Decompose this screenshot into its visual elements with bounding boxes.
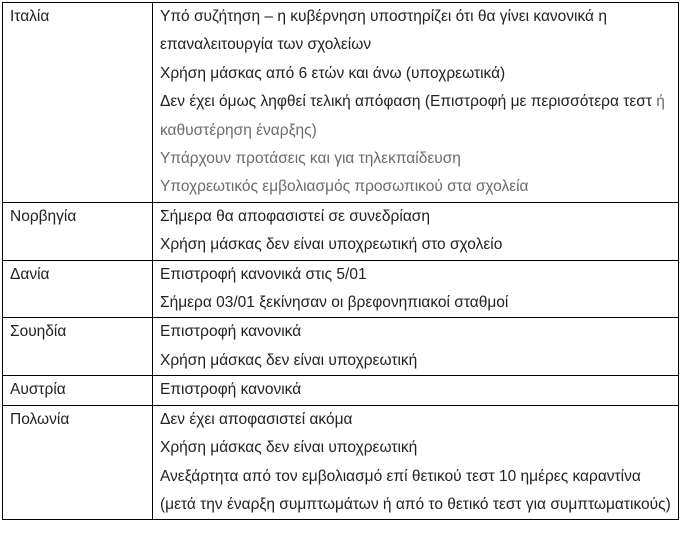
measure-text: Επιστροφή κανονικά στις 5/01 [160, 265, 367, 283]
measure-line [160, 145, 674, 173]
country-measures-table [2, 2, 679, 520]
measure-line [160, 376, 674, 404]
measure-text: Χρήση μάσκας δεν είναι υποχρεωτική [160, 351, 418, 369]
table-row [3, 405, 679, 520]
country-cell [3, 3, 153, 203]
measure-text-muted: Υπάρχουν προτάσεις και για τηλεκπαίδευση [160, 150, 461, 168]
measure-text: Επιστροφή κανονικά [160, 323, 302, 341]
measure-line [160, 318, 674, 346]
measure-text: Χρήση μάσκας δεν είναι υποχρεωτική στο σχολείο [160, 236, 503, 254]
measure-line [160, 261, 674, 289]
measure-line [160, 203, 674, 231]
country-cell [3, 376, 153, 405]
measure-text-muted: Υποχρεωτικός εμβολιασμός προσωπικού στα σχολεία [160, 178, 529, 196]
table-row [3, 318, 679, 376]
table-row [3, 260, 679, 318]
table-row [3, 376, 679, 405]
table-body [3, 3, 679, 520]
measures-cell [153, 202, 679, 260]
measures-cell [153, 260, 679, 318]
measure-text: Χρήση μάσκας δεν είναι υποχρεωτική [160, 439, 418, 457]
measure-line [160, 463, 674, 520]
measure-line [160, 3, 674, 60]
measure-text: Χρήση μάσκας από 6 ετών και άνω (υποχρεωτικά) [160, 64, 506, 82]
country-cell [3, 318, 153, 376]
measures-cell [153, 405, 679, 520]
measures-cell [153, 376, 679, 405]
table-row [3, 202, 679, 260]
country-cell [3, 202, 153, 260]
measure-line [160, 434, 674, 462]
measure-line [160, 88, 674, 145]
country-name: Πολωνία [10, 410, 70, 428]
measure-text: Επιστροφή κανονικά [160, 381, 302, 399]
measures-cell [153, 318, 679, 376]
measure-text-muted: ή καθυστέρηση έναρξης) [160, 93, 665, 139]
measure-line [160, 231, 674, 259]
measure-text: Σήμερα 03/01 ξεκίνησαν οι βρεφονηπιακοί σταθμοί [160, 294, 509, 312]
country-cell [3, 405, 153, 520]
measure-text: Σήμερα θα αποφασιστεί σε συνεδρίαση [160, 207, 430, 225]
country-name: Σουηδία [10, 323, 67, 341]
measure-text: Ανεξάρτητα από τον εμβολιασμό επί θετικού τεστ 10 ημέρες καραντίνα (μετά την έναρξη συμπτωμάτων ή από το θετικό τεστ για συμπτωματικούς) [160, 467, 671, 513]
country-name: Νορβηγία [10, 207, 77, 225]
measures-cell [153, 3, 679, 203]
country-name: Δανία [10, 265, 50, 283]
country-name: Ιταλία [10, 8, 50, 25]
measure-text: Δεν έχει όμως ληφθεί τελική απόφαση (Επιστροφή με περισσότερα τεστ [160, 93, 657, 111]
measure-line [160, 406, 674, 434]
measure-text: Υπό συζήτηση – η κυβέρνηση υποστηρίζει ότι θα γίνει κανονικά η επαναλειτουργία των σχολείων [160, 8, 607, 54]
measure-line [160, 173, 674, 201]
measure-line [160, 347, 674, 375]
table-row [3, 3, 679, 203]
measure-line [160, 289, 674, 317]
country-cell [3, 260, 153, 318]
measure-text: Δεν έχει αποφασιστεί ακόμα [160, 410, 353, 428]
measure-line [160, 60, 674, 88]
country-name: Αυστρία [10, 381, 66, 399]
